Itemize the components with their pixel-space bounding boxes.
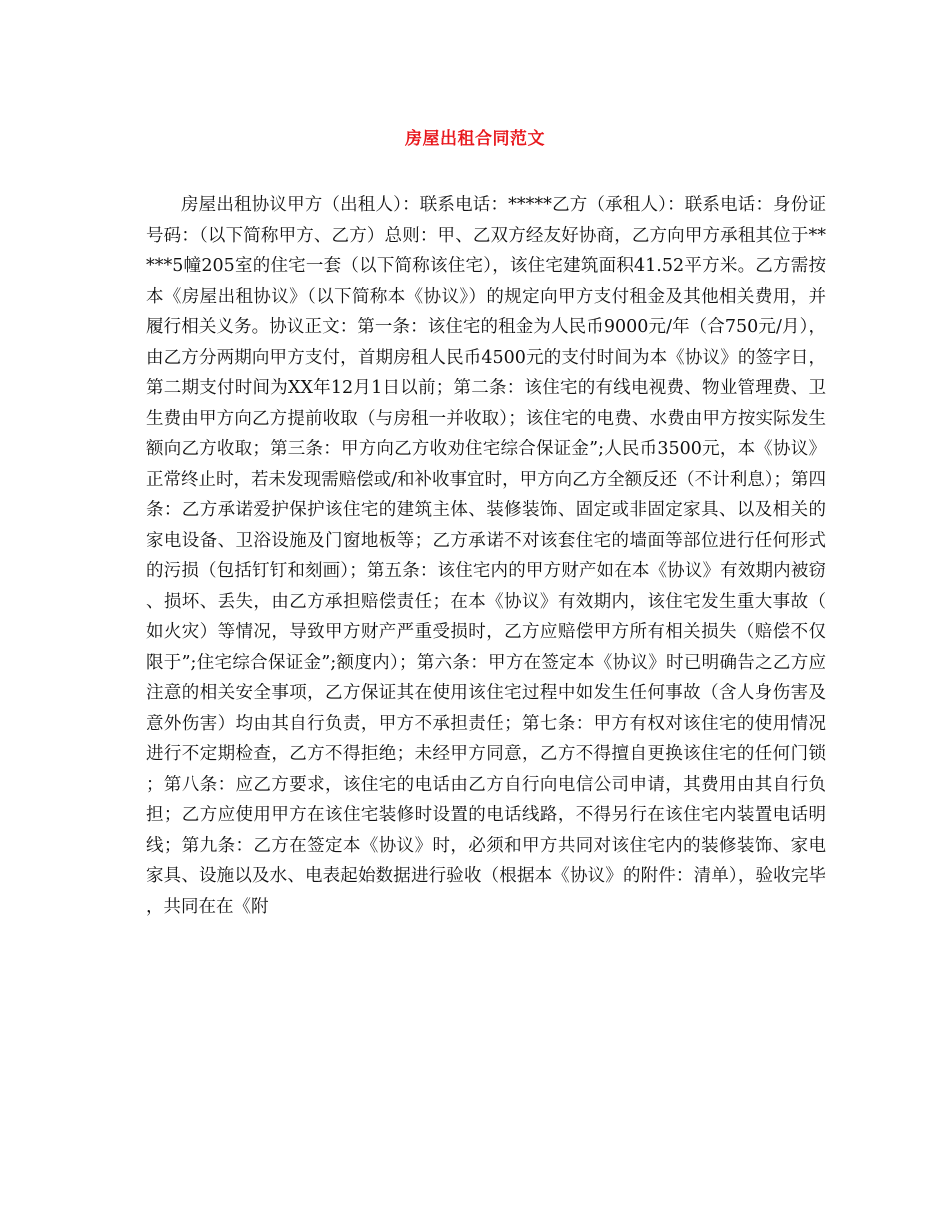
document-body-paragraph: 房屋出租协议甲方（出租人）：联系电话：*****乙方（承租人）：联系电话：身份证号码：（以下简称甲方、乙方）总则：甲、乙双方经友好协商，乙方向甲方承租其位于*****5幢205室的住宅一套（以下简称该住宅），该住宅建筑面积41.52平方米。乙方需按本《房屋出租协议》（以下简称本《协议》）的规定向甲方支付租金及其他相关费用，并履行相关义务。协议正文：第一条：该住宅的租金为人民币9000元/年（合750元/月），由乙方分两期向甲方支付，首期房租人民币4500元的支付时间为本《协议》的签字日，第二期支付时间为XX年12月1日以前；第二条：该住宅的有线电视费、物业管理费、卫生费由甲方向乙方提前收取（与房租一并收取）；该住宅的电费、水费由甲方按实际发生额向乙方收取；第三条：甲方向乙方收劝住宅综合保证金”;人民币3500元，本《协议》正常终止时，若未发现需赔偿或/和补收事宜时，甲方向乙方全额反还（不计利息）；第四条：乙方承诺爱护保护该住宅的建筑主体、装修装饰、固定或非固定家具、以及相关的家电设备、卫浴设施及门窗地板等；乙方承诺不对该套住宅的墙面等部位进行任何形式的污损（包括钉钉和刻画）；第五条：该住宅内的甲方财产如在本《协议》有效期内被窃、损坏、丢失，由乙方承担赔偿责任；在本《协议》有效期内，该住宅发生重大事故（如火灾）等情况，导致甲方财产严重受损时，乙方应赔偿甲方所有相关损失（赔偿不仅限于”;住宅综合保证金”;额度内）；第六条：甲方在签定本《协议》时已明确告之乙方应注意的相关安全事项，乙方保证其在使用该住宅过程中如发生任何事故（含人身伤害及意外伤害）均由其自行负责，甲方不承担责任；第七条：甲方有权对该住宅的使用情况进行不定期检查，乙方不得拒绝；未经甲方同意，乙方不得擅自更换该住宅的任何门锁；第八条：应乙方要求，该住宅的电话由乙方自行向电信公司申请，其费用由其自行负担；乙方应使用甲方在该住宅装修时设置的电话线路，不得另行在该住宅内装置电话明线；第九条：乙方在签定本《协议》时，必须和甲方共同对该住宅内的装修装饰、家电家具、设施以及水、电表起始数据进行验收（根据本《协议》的附件：清单），验收完毕，共同在在《附 xyxy=(146,195,826,917)
document-title: 房屋出租合同范文 xyxy=(405,129,545,149)
